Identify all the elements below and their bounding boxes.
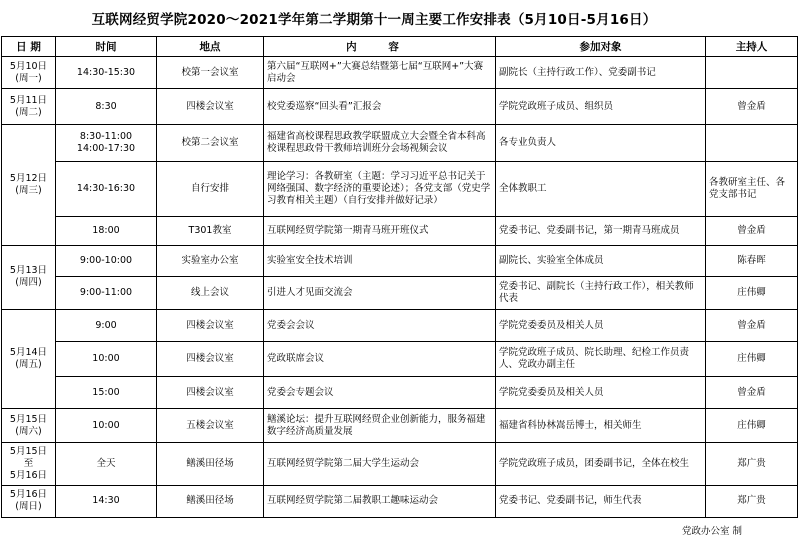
content-cell: 鳝溪论坛：提升互联网经贸企业创新能力，服务福建数字经济高质量发展	[264, 409, 496, 442]
date-cell	[2, 442, 56, 485]
attendees-cell: 党委书记、副院长（主持行政工作），相关教师代表	[496, 276, 706, 309]
host-cell: 庄伟卿	[706, 342, 798, 377]
weekday-line: (周日)	[15, 501, 42, 513]
host-cell: 郑广贵	[706, 485, 798, 517]
date-line: 5月13日	[9, 265, 48, 277]
host-cell	[706, 125, 798, 162]
time-line: 14:00-17:30	[76, 143, 136, 155]
time-cell: 10:00	[56, 409, 157, 442]
date-line: 5月14日	[9, 347, 48, 359]
time-cell: 14:30-15:30	[56, 57, 157, 89]
content-cell: 互联网经贸学院第二届教职工趣味运动会	[264, 485, 496, 517]
weekday-line: (周三)	[15, 185, 42, 197]
table-row	[2, 89, 798, 125]
header-date: 日 期	[2, 37, 56, 57]
content-cell: 第六届“互联网+”大赛总结暨第七届“互联网+”大赛启动会	[264, 57, 496, 89]
header-content-label: 内 容	[346, 40, 413, 53]
date-cell	[2, 310, 56, 409]
content-cell: 互联网经贸学院第一期青马班开班仪式	[264, 216, 496, 245]
date-cell	[2, 409, 56, 442]
header-content	[264, 37, 496, 57]
time-cell: 10:00	[56, 342, 157, 377]
content-cell: 党政联席会议	[264, 342, 496, 377]
host-cell	[706, 57, 798, 89]
attendees-cell: 党委书记、党委副书记，第一期青马班成员	[496, 216, 706, 245]
time-cell: 8:30	[56, 89, 157, 125]
attendees-cell: 党委书记、党委副书记，师生代表	[496, 485, 706, 517]
content-cell: 党委会会议	[264, 310, 496, 342]
header-row	[2, 37, 798, 57]
content-cell: 引进人才见面交流会	[264, 276, 496, 309]
host-cell: 陈春晖	[706, 245, 798, 276]
header-place: 地点	[157, 37, 264, 57]
table-row	[2, 276, 798, 309]
table-row	[2, 216, 798, 245]
content-cell: 理论学习：各教研室（主题：学习习近平总书记关于网络强国、数字经济的重要论述）；各党支部（党史学习教育相关主题）（自行安排并做好记录）	[264, 162, 496, 216]
place-cell: 五楼会议室	[157, 409, 264, 442]
date-cell	[2, 89, 56, 125]
time-cell: 14:30	[56, 485, 157, 517]
weekday-line: (周二)	[15, 106, 42, 118]
table-row	[2, 310, 798, 342]
date-line: 至	[23, 457, 34, 469]
table-row	[2, 245, 798, 276]
footer-note: 党政办公室 制	[681, 526, 742, 537]
table-row	[2, 162, 798, 216]
table-row	[2, 342, 798, 377]
weekday-line: (周六)	[15, 425, 42, 437]
host-cell: 曾金盾	[706, 310, 798, 342]
attendees-cell: 学院党委委员及相关人员	[496, 310, 706, 342]
content-cell: 福建省高校课程思政教学联盟成立大会暨全省本科高校课程思政骨干教师培训班分会场视频会议	[264, 125, 496, 162]
host-cell: 郑广贵	[706, 442, 798, 485]
date-line: 5月16日	[9, 469, 48, 481]
date-cell	[2, 485, 56, 517]
time-cell: 9:00	[56, 310, 157, 342]
place-cell: 四楼会议室	[157, 377, 264, 409]
table-row	[2, 377, 798, 409]
time-cell	[56, 125, 157, 162]
table-row	[2, 125, 798, 162]
page-title: 互联网经贸学院2020～2021学年第二学期第十一周主要工作安排表（5月10日-5月16日）	[91, 12, 657, 28]
attendees-cell: 学院党政班子成员、组织员	[496, 89, 706, 125]
time-cell: 18:00	[56, 216, 157, 245]
date-cell	[2, 57, 56, 89]
header-attendees: 参加对象	[496, 37, 706, 57]
content-cell: 校党委巡察“回头看”汇报会	[264, 89, 496, 125]
content-cell: 实验室安全技术培训	[264, 245, 496, 276]
host-cell: 庄伟卿	[706, 409, 798, 442]
host-cell: 庄伟卿	[706, 276, 798, 309]
attendees-cell: 学院党政班子成员、院长助理、纪检工作员责人、党政办副主任	[496, 342, 706, 377]
content-cell: 互联网经贸学院第二届大学生运动会	[264, 442, 496, 485]
date-line: 5月15日	[9, 413, 48, 425]
place-cell: 四楼会议室	[157, 89, 264, 125]
date-line: 5月10日	[9, 60, 48, 72]
host-cell: 曾金盾	[706, 216, 798, 245]
place-cell: 四楼会议室	[157, 310, 264, 342]
table-row	[2, 485, 798, 517]
date-line: 5月16日	[9, 489, 48, 501]
time-cell: 15:00	[56, 377, 157, 409]
place-cell: 实验室办公室	[157, 245, 264, 276]
place-cell: 自行安排	[157, 162, 264, 216]
schedule-table	[1, 36, 798, 518]
place-cell: 线上会议	[157, 276, 264, 309]
time-cell: 9:00-10:00	[56, 245, 157, 276]
attendees-cell: 学院党政班子成员，团委副书记，全体在校生	[496, 442, 706, 485]
host-cell: 各教研室主任、各党支部书记	[706, 162, 798, 216]
header-time: 时间	[56, 37, 157, 57]
weekday-line: (周一)	[15, 72, 42, 84]
attendees-cell: 学院党委委员及相关人员	[496, 377, 706, 409]
place-cell: 鳝溪田径场	[157, 442, 264, 485]
date-line: 5月15日	[9, 445, 48, 457]
table-row	[2, 409, 798, 442]
weekday-line: (周五)	[15, 359, 42, 371]
table-row	[2, 57, 798, 89]
time-cell: 14:30-16:30	[56, 162, 157, 216]
attendees-cell: 各专业负责人	[496, 125, 706, 162]
host-cell: 曾金盾	[706, 89, 798, 125]
time-line: 8:30-11:00	[79, 131, 133, 143]
date-line: 5月11日	[9, 94, 48, 106]
date-line: 5月12日	[9, 173, 48, 185]
date-cell	[2, 125, 56, 245]
content-cell: 党委会专题会议	[264, 377, 496, 409]
time-cell: 全天	[56, 442, 157, 485]
attendees-cell: 副院长（主持行政工作）、党委副书记	[496, 57, 706, 89]
place-cell: T301教室	[157, 216, 264, 245]
place-cell: 校第二会议室	[157, 125, 264, 162]
place-cell: 四楼会议室	[157, 342, 264, 377]
date-cell	[2, 245, 56, 309]
place-cell: 校第一会议室	[157, 57, 264, 89]
attendees-cell: 全体教职工	[496, 162, 706, 216]
host-cell: 曾金盾	[706, 377, 798, 409]
header-host: 主持人	[706, 37, 798, 57]
time-cell: 9:00-11:00	[56, 276, 157, 309]
place-cell: 鳝溪田径场	[157, 485, 264, 517]
attendees-cell: 副院长、实验室全体成员	[496, 245, 706, 276]
weekday-line: (周四)	[15, 277, 42, 289]
table-row	[2, 442, 798, 485]
attendees-cell: 福建省科协林嵩岳博士，相关师生	[496, 409, 706, 442]
